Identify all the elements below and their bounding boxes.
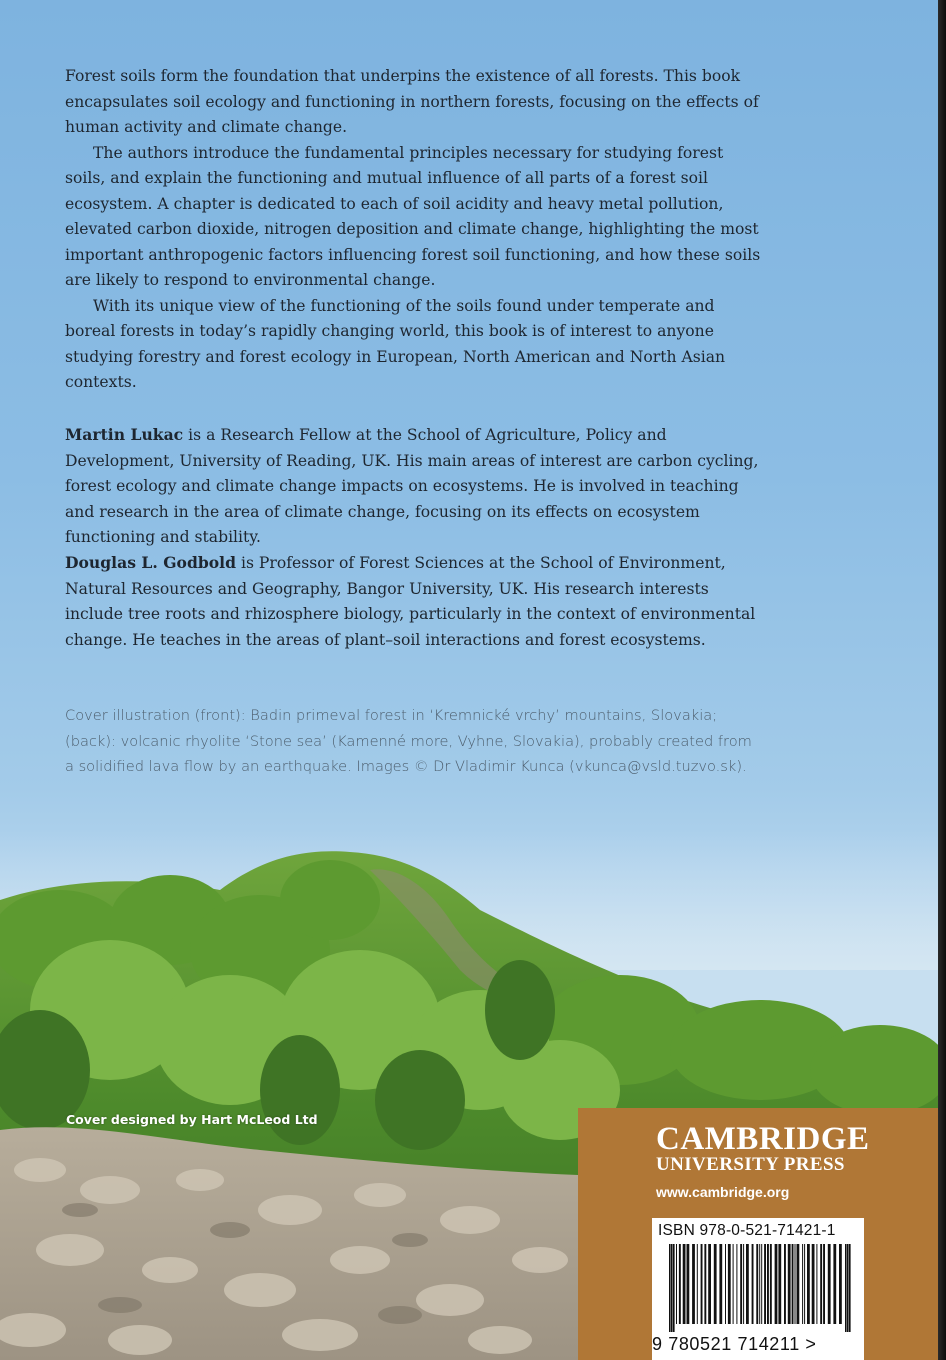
isbn-label: ISBN 978-0-521-71421-1	[658, 1222, 836, 1239]
barcode-bar	[828, 1244, 831, 1324]
barcode-bar	[775, 1244, 778, 1324]
barcode-bar	[839, 1244, 842, 1324]
barcode-bar	[692, 1244, 695, 1324]
barcode-icon	[655, 1244, 861, 1332]
barcode-bar	[845, 1244, 847, 1332]
barcode-bar	[802, 1244, 803, 1324]
barcode-bar	[764, 1244, 766, 1324]
barcode-bar	[752, 1244, 754, 1324]
barcode-bar	[714, 1244, 717, 1324]
author-bio-1	[65, 422, 765, 551]
barcode-bar	[736, 1244, 737, 1324]
barcode-bar	[823, 1244, 825, 1324]
barcode-bar	[669, 1244, 671, 1332]
barcode-bar	[683, 1244, 686, 1324]
barcode-bar	[676, 1244, 677, 1324]
barcode-bar	[704, 1244, 706, 1324]
publisher-subtitle: UNIVERSITY PRESS	[656, 1154, 845, 1175]
book-blurb	[65, 64, 765, 396]
barcode-bar	[701, 1244, 703, 1324]
spine-edge	[938, 0, 946, 1360]
barcode-bar	[687, 1244, 690, 1324]
barcode-bar	[725, 1244, 726, 1324]
barcode-bar	[784, 1244, 786, 1324]
barcode-bar	[719, 1244, 722, 1324]
barcode-bar	[759, 1244, 760, 1324]
barcode-bar	[756, 1244, 758, 1324]
author-name: Douglas L. Godbold	[65, 553, 236, 572]
cover-designer-credit: Cover designed by Hart McLeod Ltd	[66, 1112, 318, 1127]
barcode-bar	[740, 1244, 742, 1324]
barcode-bar	[820, 1244, 822, 1324]
barcode-panel	[652, 1218, 864, 1360]
author-bio-2	[65, 550, 765, 653]
cover-illustration-text: Cover illustration (front): Badin primeval forest in ‘Kremnické vrchy’ mountains, Slovakia; (back): volcanic rhyolite ‘Stone sea’ (Kamenné more, Vyhne, Slovakia), probably created from a solidified lava flow by an earthquake. Images © Dr Vladimir Kunca (vkunca@vsld.tuzvo.sk).	[65, 707, 752, 775]
barcode-bar	[778, 1244, 781, 1324]
author-bio-text: is a Research Fellow at the School of Agriculture, Policy and Development, University of Reading, UK. His main areas of interest are carbon cycling, forest ecology and climate change impacts on ecosystems. He is involved in teaching and research in the area of climate change, focusing on its effects on ecosystem functioning and stability.	[65, 426, 759, 546]
barcode-bar	[697, 1244, 698, 1324]
barcode-bar	[816, 1244, 817, 1324]
publisher-panel	[578, 1108, 938, 1360]
barcode-bar	[847, 1244, 849, 1332]
barcode-bar	[671, 1244, 673, 1332]
blurb-paragraph-1: Forest soils form the foundation that underpins the existence of all forests. This book encapsulates soil ecology and functioning in northern forests, focusing on the effects of human activity and climate change.	[65, 67, 759, 136]
barcode-bar	[761, 1244, 762, 1324]
barcode-bar	[673, 1244, 675, 1332]
barcode-bar	[797, 1244, 800, 1324]
barcode-bar	[807, 1244, 810, 1324]
barcode-bar	[679, 1244, 681, 1324]
blurb-paragraph-2: The authors introduce the fundamental principles necessary for studying forest soils, and explain the functioning and mutual influence of all parts of a forest soil ecosystem. A chapter is dedicated to each of soil acidity and heavy metal pollution, elevated carbon dioxide, nitrogen deposition and climate change, highlighting the most important anthropogenic factors influencing forest soil functioning, and how these soils are likely to respond to environmental change.	[65, 143, 761, 289]
barcode-bar	[746, 1244, 749, 1324]
barcode-bar	[812, 1244, 815, 1324]
barcode-bar	[728, 1244, 731, 1324]
barcode-bar	[833, 1244, 836, 1324]
barcode-bar	[733, 1244, 734, 1324]
barcode-bar	[804, 1244, 805, 1324]
barcode-bar	[795, 1244, 796, 1324]
publisher-name: CAMBRIDGE	[656, 1121, 870, 1157]
barcode-bar	[792, 1244, 794, 1324]
barcode-bar	[743, 1244, 744, 1324]
blurb-paragraph-3: With its unique view of the functioning of the soils found under temperate and boreal forests in today’s rapidly changing world, this book is of interest to anyone studying forestry and forest ecology in European, North American and North Asian contexts.	[65, 296, 726, 391]
publisher-url: www.cambridge.org	[656, 1184, 790, 1200]
author-name: Martin Lukac	[65, 425, 184, 444]
author-bio-text: is Professor of Forest Sciences at the School of Environment, Natural Resources and Geography, Bangor University, UK. His research interests include tree roots and rhizosphere biology, particularly in the context of environmental change. He teaches in the areas of plant–soil interactions and forest ecosystems.	[65, 554, 756, 649]
barcode-bar	[770, 1244, 772, 1324]
barcode-bar	[708, 1244, 711, 1324]
barcode-bar	[849, 1244, 851, 1332]
barcode-bar	[788, 1244, 791, 1324]
barcode-digits: 9 780521 714211 >	[652, 1334, 817, 1354]
barcode-bar	[767, 1244, 769, 1324]
cover-illustration-credit	[65, 703, 765, 780]
